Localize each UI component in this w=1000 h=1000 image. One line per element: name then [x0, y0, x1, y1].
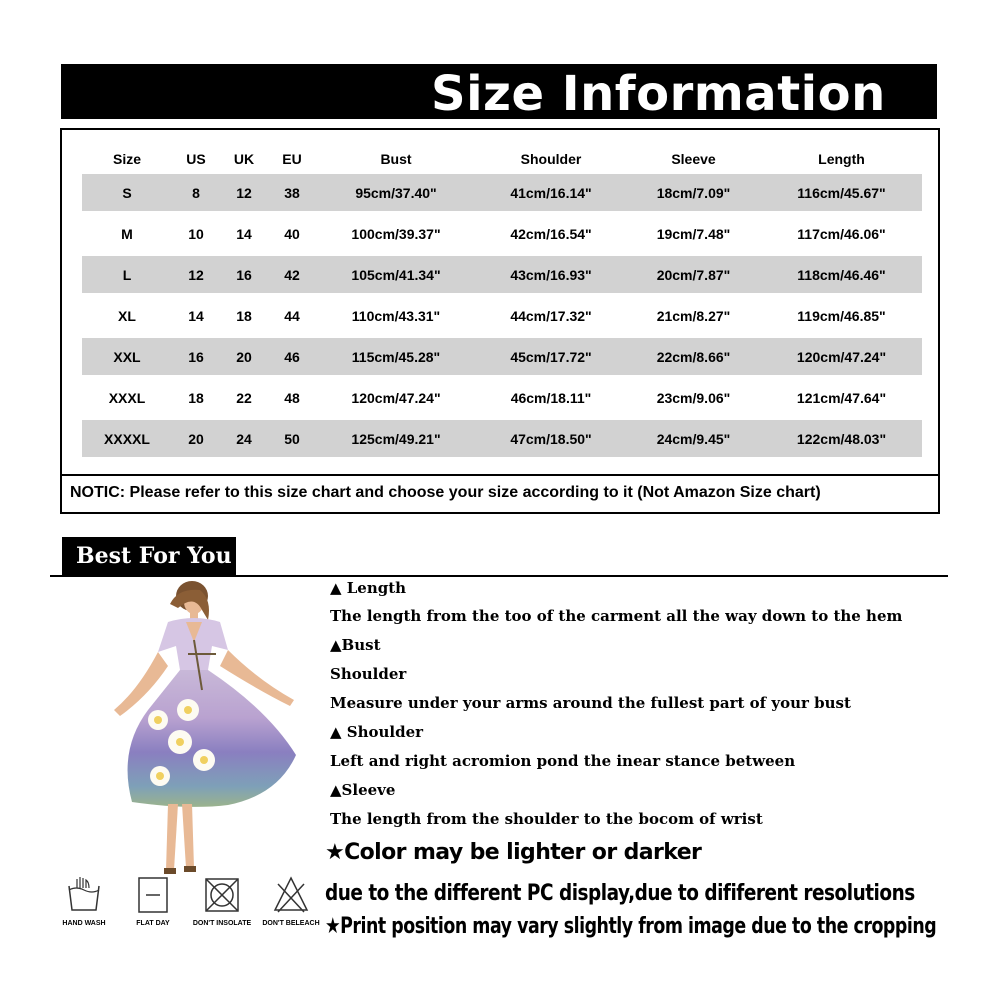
- table-cell: 45cm/17.72": [476, 336, 626, 377]
- table-cell: 16: [220, 254, 268, 295]
- page-title: Size Information: [431, 66, 886, 122]
- table-cell: 18cm/7.09": [626, 174, 761, 213]
- column-header: Length: [818, 151, 865, 167]
- table-header-row: [82, 144, 922, 174]
- size-table-body: [82, 174, 922, 459]
- table-cell: 46: [268, 336, 316, 377]
- column-header: Sleeve: [671, 151, 716, 167]
- table-cell: 24cm/9.45": [626, 418, 761, 459]
- table-cell: 50: [268, 418, 316, 459]
- section-rule: [50, 575, 948, 577]
- table-cell: S: [82, 174, 172, 213]
- note-display: due to the different PC display,due to dififerent resolutions: [325, 881, 915, 906]
- column-header: UK: [233, 151, 255, 167]
- guide-text-sleeve: The length from the shoulder to the bocom of wrist: [330, 810, 763, 828]
- table-cell: 43cm/16.93": [476, 254, 626, 295]
- table-cell: 47cm/18.50": [476, 418, 626, 459]
- table-cell: 20: [172, 418, 220, 459]
- table-row: [82, 254, 922, 295]
- table-cell: 122cm/48.03": [761, 418, 922, 459]
- guide-heading-bust: ▲Bust: [330, 636, 381, 654]
- notice-divider: [62, 474, 938, 476]
- guide-heading-shoulder: ▲ Shoulder: [330, 723, 424, 741]
- hand-wash-icon: [67, 876, 101, 914]
- table-cell: XL: [82, 295, 172, 336]
- best-for-you-tab: Best For You: [62, 537, 236, 575]
- care-label: DON'T INSOLATE: [192, 920, 252, 927]
- table-cell: 117cm/46.06": [761, 213, 922, 254]
- size-chart-box: [60, 128, 940, 514]
- table-cell: 20: [220, 336, 268, 377]
- table-cell: 119cm/46.85": [761, 295, 922, 336]
- column-header: Size: [112, 151, 141, 167]
- dress-model-photo: [108, 580, 303, 880]
- table-cell: 125cm/49.21": [316, 418, 476, 459]
- table-cell: 16: [172, 336, 220, 377]
- flat-dry-icon: [136, 876, 170, 914]
- do-not-tumble-icon: [203, 876, 241, 914]
- table-cell: 19cm/7.48": [626, 213, 761, 254]
- table-cell: 110cm/43.31": [316, 295, 476, 336]
- table-cell: 44cm/17.32": [476, 295, 626, 336]
- table-row: [82, 213, 922, 254]
- table-row: [82, 295, 922, 336]
- table-row: [82, 336, 922, 377]
- table-cell: 22cm/8.66": [626, 336, 761, 377]
- column-header: EU: [282, 151, 302, 167]
- table-cell: 14: [220, 213, 268, 254]
- table-cell: 46cm/18.11": [476, 377, 626, 418]
- table-cell: 100cm/39.37": [316, 213, 476, 254]
- care-label: DON'T BELEACH: [262, 920, 320, 927]
- care-item-hand-wash: [54, 876, 114, 946]
- table-cell: 105cm/41.34": [316, 254, 476, 295]
- care-item-flat-dry: [123, 876, 183, 946]
- size-table: [82, 144, 922, 461]
- table-cell: XXXL: [82, 377, 172, 418]
- table-cell: 23cm/9.06": [626, 377, 761, 418]
- table-cell: L: [82, 254, 172, 295]
- table-cell: XXL: [82, 336, 172, 377]
- table-cell: 42cm/16.54": [476, 213, 626, 254]
- table-cell: 18: [220, 295, 268, 336]
- table-cell: 41cm/16.14": [476, 174, 626, 213]
- title-banner: [61, 64, 937, 122]
- do-not-bleach-icon: [272, 876, 310, 914]
- guide-heading-length: ▲ Length: [330, 579, 407, 597]
- guide-text-length: The length from the too of the carment all the way down to the hem: [330, 607, 903, 625]
- table-cell: 20cm/7.87": [626, 254, 761, 295]
- table-cell: 14: [172, 295, 220, 336]
- table-cell: 48: [268, 377, 316, 418]
- care-item-do-not-tumble: [192, 876, 252, 946]
- table-cell: 12: [220, 174, 268, 213]
- table-cell: 118cm/46.46": [761, 254, 922, 295]
- table-cell: 18: [172, 377, 220, 418]
- table-cell: XXXXL: [82, 418, 172, 459]
- table-cell: 38: [268, 174, 316, 213]
- size-notice: NOTIC: Please refer to this size chart and choose your size according to it (Not Amazon Size chart): [70, 484, 821, 501]
- table-cell: 24: [220, 418, 268, 459]
- guide-text-shoulder-label: Shoulder: [330, 665, 407, 683]
- guide-heading-sleeve: ▲Sleeve: [330, 781, 396, 799]
- note-color: ★Color may be lighter or darker: [325, 840, 702, 865]
- column-header: Bust: [380, 151, 412, 167]
- column-header: Shoulder: [520, 151, 582, 167]
- note-print-position: ★Print position may vary slightly from image due to the cropping: [325, 914, 937, 939]
- table-cell: 120cm/47.24": [761, 336, 922, 377]
- guide-text-bust: Measure under your arms around the fullest part of your bust: [330, 694, 851, 712]
- table-cell: 95cm/37.40": [316, 174, 476, 213]
- table-cell: 115cm/45.28": [316, 336, 476, 377]
- care-item-do-not-bleach: [261, 876, 321, 946]
- table-cell: 12: [172, 254, 220, 295]
- table-cell: 8: [172, 174, 220, 213]
- table-cell: 42: [268, 254, 316, 295]
- table-cell: 10: [172, 213, 220, 254]
- table-row: [82, 377, 922, 418]
- table-cell: 21cm/8.27": [626, 295, 761, 336]
- table-cell: 116cm/45.67": [761, 174, 922, 213]
- table-row: [82, 418, 922, 459]
- column-header: US: [186, 151, 206, 167]
- table-cell: M: [82, 213, 172, 254]
- table-cell: 44: [268, 295, 316, 336]
- care-label: HAND WASH: [62, 920, 106, 927]
- table-row: [82, 174, 922, 213]
- table-cell: 121cm/47.64": [761, 377, 922, 418]
- guide-text-shoulder: Left and right acromion pond the inear stance between: [330, 752, 796, 770]
- table-cell: 22: [220, 377, 268, 418]
- care-label: FLAT DAY: [136, 920, 170, 927]
- table-cell: 40: [268, 213, 316, 254]
- table-cell: 120cm/47.24": [316, 377, 476, 418]
